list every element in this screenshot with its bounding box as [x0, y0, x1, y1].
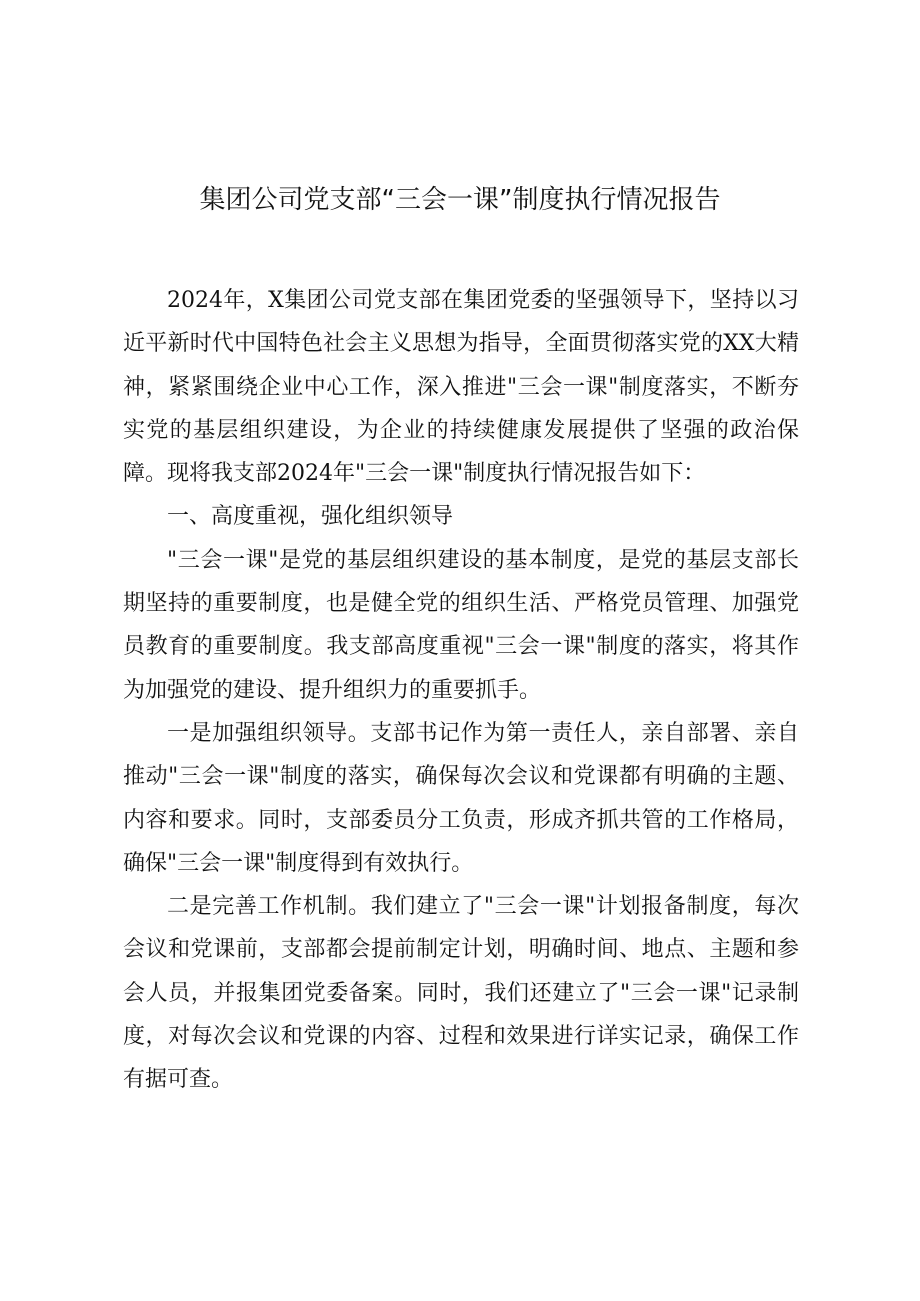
section-1-paragraph-3: 二是完善工作机制。我们建立了"三会一课"计划报备制度，每次会议和党课前，支部都会提前制定计划，明确时间、地点、主题和参会人员，并报集团党委备案。同时，我们还建立了"三会一课"记录制度，对每次会议和党课的内容、过程和效果进行详实记录，确保工作有据可查。: [123, 894, 799, 1093]
intro-paragraph: 2024年，X集团公司党支部在集团党委的坚强领导下，坚持以习近平新时代中国特色社会主义思想为指导，全面贯彻落实党的XX大精神，紧紧围绕企业中心工作，深入推进"三会一课"制度落实，不断夯实党的基层组织建设，为企业的持续健康发展提供了坚强的政治保障。现将我支部2024年"三会一课"制度执行情况报告如下：: [123, 288, 799, 487]
document-body: [123, 279, 799, 1102]
document-title: 集团公司党支部“三会一课”制度执行情况报告: [199, 185, 721, 215]
section-heading-1: 一、高度重视，强化组织领导: [167, 504, 454, 530]
section-1-paragraph-1: "三会一课"是党的基层组织建设的基本制度，是党的基层支部长期坚持的重要制度，也是健全党的组织生活、严格党员管理、加强党员教育的重要制度。我支部高度重视"三会一课"制度的落实，将其作为加强党的建设、提升组织力的重要抓手。: [123, 547, 799, 703]
section-1-paragraph-2: 一是加强组织领导。支部书记作为第一责任人，亲自部署、亲自推动"三会一课"制度的落实，确保每次会议和党课都有明确的主题、内容和要求。同时，支部委员分工负责，形成齐抓共管的工作格局，确保"三会一课"制度得到有效执行。: [123, 720, 799, 876]
